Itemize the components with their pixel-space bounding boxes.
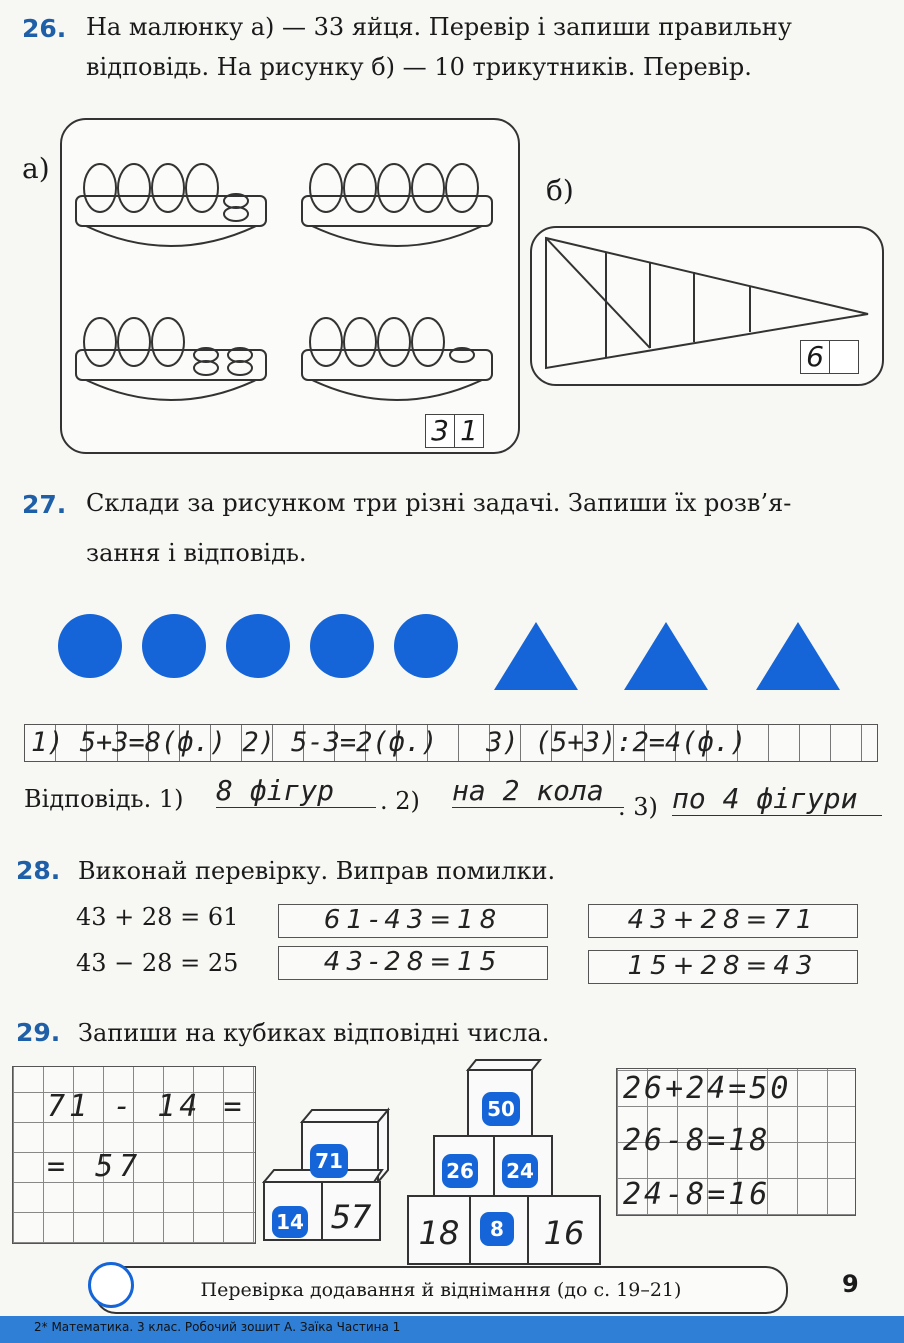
answer-grid-line-2: 26-8=18 [623, 1123, 771, 1158]
egg-panel [60, 118, 520, 454]
cube-big-bot-mid: 8 [490, 1217, 504, 1241]
answer-a-digit-2: 1 [460, 414, 478, 447]
blue-triangle [624, 622, 708, 690]
solution-text: 1) 5+3=8(ф.) 2) 5-3=2(ф.) 3) (5+3):2=4(ф.) [31, 727, 747, 758]
fix-1-text: 43+28=71 [627, 905, 819, 935]
ex28-check-1[interactable] [278, 904, 548, 938]
answer-3[interactable]: по 4 фігури [672, 782, 882, 816]
exercise-29-title: Запиши на кубиках відповідні числа. [78, 1019, 550, 1047]
answer-grid-line-1: 26+24=50 [623, 1071, 792, 1106]
blue-circle [226, 614, 290, 678]
circles-row [58, 614, 458, 678]
answer-b-digit-1: 6 [801, 341, 830, 373]
blue-circle [142, 614, 206, 678]
answer-b-digit-2 [830, 341, 858, 373]
egg-cartons-illustration [62, 120, 518, 452]
scroll-icon [88, 1262, 134, 1308]
exercise-27-line1: Склади за рисунком три різні задачі. Запиши їх розв’я- [86, 489, 792, 517]
ex28-fix-1[interactable] [588, 904, 858, 938]
ex28-expr-1: 43 + 28 = 61 [76, 903, 239, 931]
answer-box-b[interactable] [800, 340, 859, 374]
cube-big-mid-right: 24 [506, 1159, 534, 1183]
answer-grid-line-3: 24-8=16 [623, 1177, 771, 1212]
ex28-check-2[interactable] [278, 946, 548, 980]
answer-1[interactable]: 8 фігур [216, 774, 376, 808]
cube-small-top: 71 [315, 1149, 343, 1173]
cube-big-mid-left: 26 [446, 1159, 474, 1183]
exercise-26-line1: На малюнку а) — 33 яйця. Перевір і запиши правильну [86, 13, 792, 41]
footer-banner [94, 1266, 788, 1314]
label-b: б) [546, 174, 574, 207]
cubes-illustration [262, 1056, 612, 1272]
cube-big-bot-left: 18 [418, 1214, 460, 1252]
answer-box-a[interactable] [425, 414, 484, 448]
answer-3-label: . 3) [618, 793, 658, 821]
answer-2[interactable]: на 2 кола [452, 774, 624, 808]
ex28-fix-2[interactable] [588, 950, 858, 984]
cube-small-bottom-left: 14 [276, 1210, 304, 1234]
triangles-row [494, 618, 854, 694]
check-1-text: 61-43=18 [323, 905, 503, 935]
ex28-expr-2: 43 − 28 = 25 [76, 949, 239, 977]
page-number: 9 [842, 1270, 859, 1298]
solution-grid[interactable] [24, 724, 878, 762]
work-grid[interactable] [12, 1066, 256, 1244]
exercise-29-number: 29. [16, 1018, 61, 1047]
fix-2-text: 15+28=43 [627, 951, 819, 981]
cube-big-top: 50 [487, 1097, 515, 1121]
blue-circle [310, 614, 374, 678]
work-line-2: = 57 [47, 1149, 144, 1184]
bottom-band [0, 1316, 904, 1343]
exercise-27-line2: зання і відповідь. [86, 539, 307, 567]
exercise-27-number: 27. [22, 490, 67, 519]
blue-triangle [756, 622, 840, 690]
exercise-28-title: Виконай перевірку. Виправ помилки. [78, 857, 556, 885]
blue-circle [58, 614, 122, 678]
answer-a-digit-1: 3 [426, 415, 455, 447]
exercise-26-number: 26. [22, 14, 67, 43]
footer-text: Перевірка додавання й віднімання (до с. 19–21) [200, 1279, 682, 1301]
blue-triangle [494, 622, 578, 690]
work-line-1: 71 - 14 = [47, 1089, 246, 1124]
answer-2-label: . 2) [380, 787, 420, 815]
label-a: а) [22, 152, 50, 185]
exercise-26-line2: відповідь. На рисунку б) — 10 трикутників. Перевір. [86, 53, 752, 81]
check-2-text: 43-28=15 [323, 947, 503, 977]
imprint-text: 2* Математика. 3 клас. Робочий зошит А. Заїка Частина 1 [34, 1320, 401, 1334]
answer-label: Відповідь. 1) [24, 785, 184, 813]
blue-circle [394, 614, 458, 678]
exercise-28-number: 28. [16, 856, 61, 885]
cube-big-bot-right: 16 [543, 1214, 585, 1252]
cube-small-bottom-right: 57 [330, 1198, 372, 1236]
answer-grid[interactable] [616, 1068, 856, 1216]
